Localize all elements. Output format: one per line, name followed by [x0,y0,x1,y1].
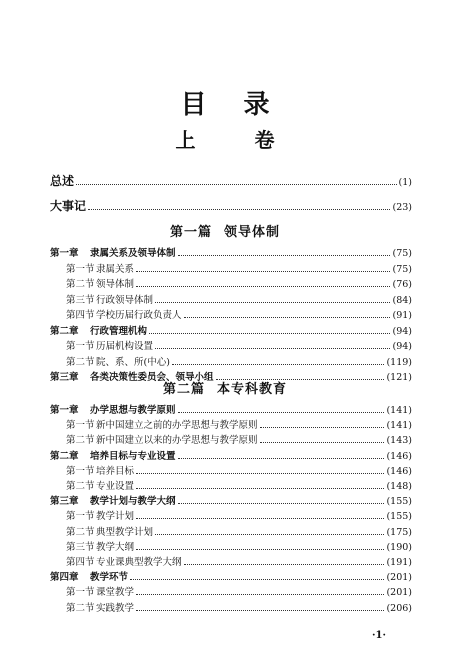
dot-leader [130,571,384,580]
part-title: 本专科教育 [217,382,288,397]
part-title: 领导体制 [224,225,281,240]
entry-label: 学校历届行政负责人 [96,310,182,321]
entry-title [66,542,134,554]
dot-leader [184,556,385,565]
entry-number: 第三节 [66,541,95,553]
entry-title [50,326,147,338]
entry-number: 第二节 [66,356,95,368]
entry-title [66,295,153,307]
entry-number: 第二节 [66,526,95,538]
part-number: 第二篇 [162,382,205,397]
dot-leader [136,510,384,519]
entry-title [50,175,74,187]
dot-leader [178,404,385,413]
toc-entry[interactable] [50,325,412,338]
toc-entry[interactable] [66,510,412,523]
entry-title [66,279,134,291]
entry-title [66,527,153,539]
entry-label: 隶属关系 [96,263,135,275]
toc-entry[interactable] [66,586,412,599]
entry-title [66,603,134,615]
toc-entry[interactable] [66,278,412,291]
toc-entry[interactable] [66,556,412,569]
toc-entry[interactable] [66,340,412,353]
dot-leader [172,356,385,365]
dot-leader [178,247,391,256]
entry-number: 第四节 [66,557,95,568]
entry-label: 院、系、所(中心) [96,356,170,368]
entry-page: (155) [386,496,412,508]
entry-title [66,481,134,493]
entry-page: (119) [386,356,412,368]
toc-entry[interactable] [66,263,412,276]
dot-leader [155,526,384,535]
toc-entry[interactable] [66,309,412,322]
entry-number: 第一章 [50,248,79,259]
entry-page: (146) [386,465,412,477]
entry-title [50,200,86,212]
entry-number: 第四章 [50,572,79,584]
dot-leader [136,480,384,489]
entry-title [50,496,176,508]
entry-page: (1) [398,177,412,188]
entry-label: 专业设置 [96,481,135,492]
page-number: ·1· [372,630,386,641]
toc-entry[interactable] [66,356,412,369]
dot-leader [88,201,390,210]
entry-page: (75) [392,248,412,259]
entry-label: 培养目标 [96,465,135,477]
entry-page: (143) [386,435,412,447]
entry-title [50,451,176,463]
dot-leader [260,434,385,443]
toc-entry[interactable] [50,247,412,260]
dot-leader [260,419,385,428]
dot-leader [178,495,385,504]
entry-label: 隶属关系及领导体制 [90,248,176,259]
dot-leader [136,541,384,550]
entry-label: 大事记 [50,199,87,213]
entry-page: (84) [392,294,412,306]
entry-label: 典型教学计划 [96,526,154,538]
toc-entry[interactable] [66,434,412,447]
toc-entry[interactable] [66,526,412,539]
entry-title [66,511,134,523]
entry-page: (76) [392,279,412,290]
dot-leader [149,325,390,334]
toc-entry[interactable] [50,571,412,584]
entry-label: 办学思想与教学原则 [90,405,176,416]
dot-leader [76,176,397,185]
entry-label: 教学计划 [96,511,135,523]
entry-label: 历届机构设置 [96,341,154,352]
entry-number: 第二节 [66,279,95,290]
entry-title [66,587,134,599]
entry-label: 课堂教学 [96,587,135,599]
entry-label: 行政管理机构 [90,325,148,337]
toc-entry[interactable] [66,465,412,478]
entry-title [66,435,258,447]
entry-page: (175) [386,526,412,538]
entry-page: (190) [386,541,412,553]
entry-number: 第二节 [66,481,95,492]
entry-title [66,466,134,478]
entry-page: (201) [386,572,412,584]
entry-title [50,248,176,260]
toc-entry[interactable] [66,541,412,554]
entry-label: 领导体制 [96,279,135,290]
entry-page: (75) [392,263,412,275]
entry-number: 第三节 [66,294,95,306]
entry-page: (201) [386,587,412,599]
entry-number: 第一节 [66,263,95,275]
dot-leader [136,278,390,287]
dot-leader [136,465,384,474]
toc-entry[interactable] [66,294,412,307]
entry-label: 总述 [50,174,75,188]
entry-number: 第二节 [66,602,95,614]
entry-label: 新中国建立之前的办学思想与教学原则 [96,420,258,432]
toc-entry[interactable] [50,450,412,463]
entry-page: (121) [386,372,412,383]
dot-leader [178,450,385,459]
volume-title: 上 卷 [175,128,301,152]
entry-title [66,357,170,369]
entry-label: 教学大纲 [96,541,135,553]
entry-title [66,341,153,353]
dot-leader [136,263,390,272]
entry-page: (155) [386,511,412,523]
toc-entry[interactable] [66,480,412,493]
toc-entry[interactable] [66,419,412,432]
entry-number: 第一节 [66,511,95,523]
entry-page: (23) [392,202,412,213]
entry-label: 教学环节 [90,572,129,584]
toc-entry[interactable] [50,404,412,417]
entry-label: 行政领导体制 [96,294,154,306]
entry-title [66,557,182,569]
entry-number: 第三章 [50,372,79,383]
entry-label: 教学计划与教学大纲 [90,496,176,508]
entry-number: 第二章 [50,325,79,337]
entry-page: (91) [392,310,412,321]
entry-number: 第一节 [66,587,95,599]
entry-title [66,420,258,432]
entry-page: (148) [386,481,412,492]
toc-entry[interactable] [50,495,412,508]
entry-page: (141) [386,420,412,432]
entry-number: 第一节 [66,420,95,432]
toc-entry[interactable] [66,602,412,615]
page-title: 目 录 [180,90,284,120]
entry-page: (191) [386,557,412,568]
entry-label: 实践教学 [96,602,135,614]
dot-leader [184,309,391,318]
part-heading [0,221,450,240]
toc-entry[interactable] [50,175,412,189]
dot-leader [155,294,390,303]
part-heading [0,378,450,397]
entry-number: 第一节 [66,465,95,477]
entry-page: (94) [392,325,412,337]
entry-page: (94) [392,341,412,352]
entry-title [50,572,128,584]
entry-number: 第四节 [66,310,95,321]
dot-leader [136,602,384,611]
entry-label: 各类决策性委员会、领导小组 [90,372,214,383]
dot-leader [155,340,390,349]
entry-label: 专业课典型教学大纲 [96,557,182,568]
entry-page: (206) [386,602,412,614]
entry-label: 培养目标与专业设置 [90,450,176,462]
entry-number: 第一章 [50,405,79,416]
entry-title [66,264,134,276]
entry-label: 新中国建立以来的办学思想与教学原则 [96,435,258,447]
entry-title [66,310,182,322]
entry-title [50,405,176,417]
toc-entry[interactable] [50,200,412,214]
entry-number: 第一节 [66,341,95,352]
entry-page: (146) [386,450,412,462]
entry-number: 第二章 [50,450,79,462]
entry-page: (141) [386,405,412,416]
entry-number: 第二节 [66,435,95,447]
entry-number: 第三章 [50,496,79,508]
dot-leader [136,586,384,595]
part-number: 第一篇 [169,225,212,240]
